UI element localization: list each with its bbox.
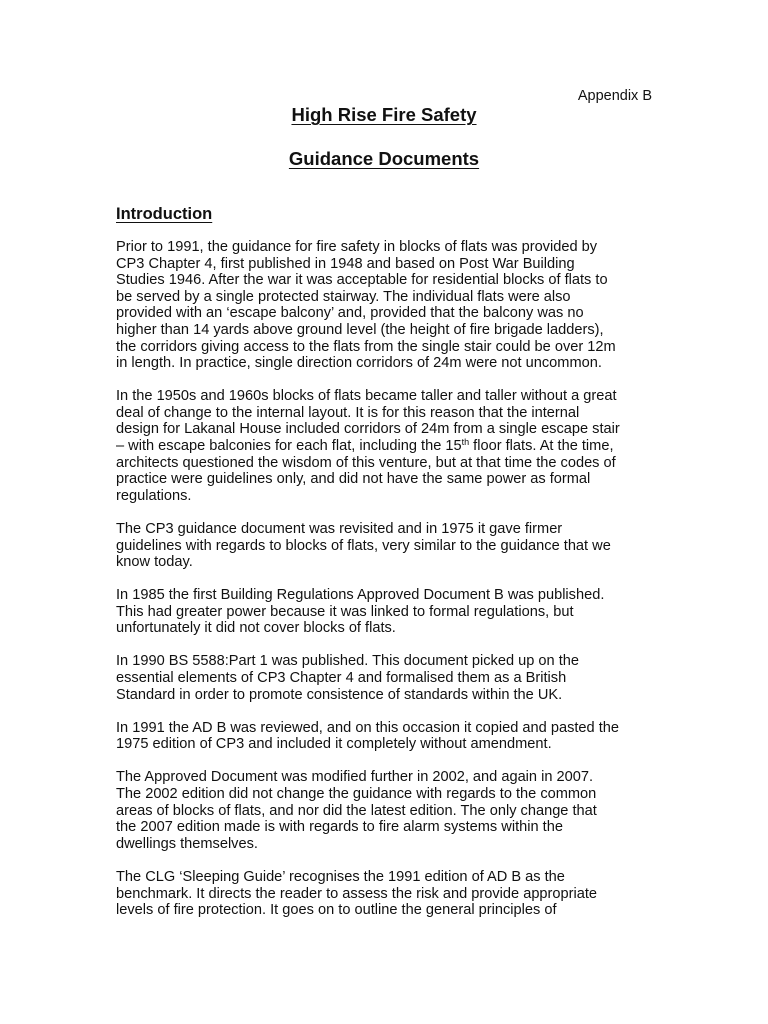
text-line-with-superscript: [116, 438, 664, 455]
paragraph-6: [116, 720, 664, 753]
text-line: provided with an ‘escape balcony’ and, provided that the balcony was no: [116, 305, 584, 322]
paragraph-7: [116, 769, 664, 852]
text-line: benchmark. It directs the reader to assess the risk and provide appropriate: [116, 885, 598, 902]
text-line: guidelines with regards to blocks of flats, very similar to the guidance that we: [116, 537, 611, 554]
text-line: levels of fire protection. It goes on to outline the general principles of: [116, 902, 557, 919]
text-line: dwellings themselves.: [116, 835, 258, 852]
text-segment: floor flats. At the time,: [469, 438, 614, 455]
text-line: Standard in order to promote consistence of standards within the UK.: [116, 686, 563, 703]
text-line: The CLG ‘Sleeping Guide’ recognises the 1991 edition of AD B as the: [116, 868, 565, 885]
text-line: The 2002 edition did not change the guidance with regards to the common: [116, 786, 597, 803]
text-line: In 1991 the AD B was reviewed, and on this occasion it copied and pasted the: [116, 719, 619, 736]
paragraph-3: [116, 521, 664, 571]
text-line: 1975 edition of CP3 and included it completely without amendment.: [116, 736, 552, 753]
text-line: This had greater power because it was linked to formal regulations, but: [116, 603, 574, 620]
text-line: CP3 Chapter 4, first published in 1948 and based on Post War Building: [116, 255, 575, 272]
text-segment: – with escape balconies for each flat, including the 15: [116, 438, 462, 455]
text-line: The Approved Document was modified further in 2002, and again in 2007.: [116, 769, 594, 786]
text-line: regulations.: [116, 487, 192, 504]
paragraph-5: [116, 653, 664, 703]
document-title: High Rise Fire Safety: [291, 104, 477, 125]
text-line: in length. In practice, single direction corridors of 24m were not uncommon.: [116, 355, 602, 372]
text-line: design for Lakanal House included corridors of 24m from a single escape stair: [116, 421, 620, 438]
text-line: unfortunately it did not cover blocks of flats.: [116, 620, 396, 637]
text-line: the 2007 edition made is with regards to fire alarm systems within the: [116, 819, 563, 836]
paragraph-1: [116, 239, 664, 372]
body-text: [116, 239, 664, 935]
text-line: Prior to 1991, the guidance for fire safety in blocks of flats was provided by: [116, 239, 598, 255]
text-line: essential elements of CP3 Chapter 4 and formalised them as a British: [116, 670, 567, 687]
section-heading-introduction: Introduction: [116, 205, 213, 223]
text-line: practice were guidelines only, and did not have the same power as formal: [116, 471, 591, 488]
text-line: In the 1950s and 1960s blocks of flats became taller and taller without a great: [116, 388, 617, 405]
text-line: The CP3 guidance document was revisited and in 1975 it gave firmer: [116, 520, 563, 537]
text-line: architects questioned the wisdom of this venture, but at that time the codes of: [116, 454, 616, 471]
text-line: be served by a single protected stairway. The individual flats were also: [116, 288, 571, 305]
document-subtitle: Guidance Documents: [288, 148, 480, 169]
appendix-label: Appendix B: [577, 88, 652, 104]
text-line: deal of change to the internal layout. It is for this reason that the internal: [116, 404, 580, 421]
text-line: the corridors giving access to the flats from the single stair could be over 12m: [116, 338, 616, 355]
paragraph-8: [116, 869, 664, 919]
text-line: higher than 14 yards above ground level (the height of fire brigade ladders),: [116, 321, 604, 338]
text-line: areas of blocks of flats, and nor did the latest edition. The only change that: [116, 802, 597, 819]
paragraph-2: [116, 388, 664, 504]
text-line: In 1985 the first Building Regulations Approved Document B was published.: [116, 587, 605, 604]
ordinal-superscript: th: [461, 437, 470, 448]
paragraph-4: [116, 587, 664, 637]
text-line: know today.: [116, 554, 193, 571]
text-line: Studies 1946. After the war it was acceptable for residential blocks of flats to: [116, 272, 608, 289]
text-line: In 1990 BS 5588:Part 1 was published. This document picked up on the: [116, 653, 579, 670]
